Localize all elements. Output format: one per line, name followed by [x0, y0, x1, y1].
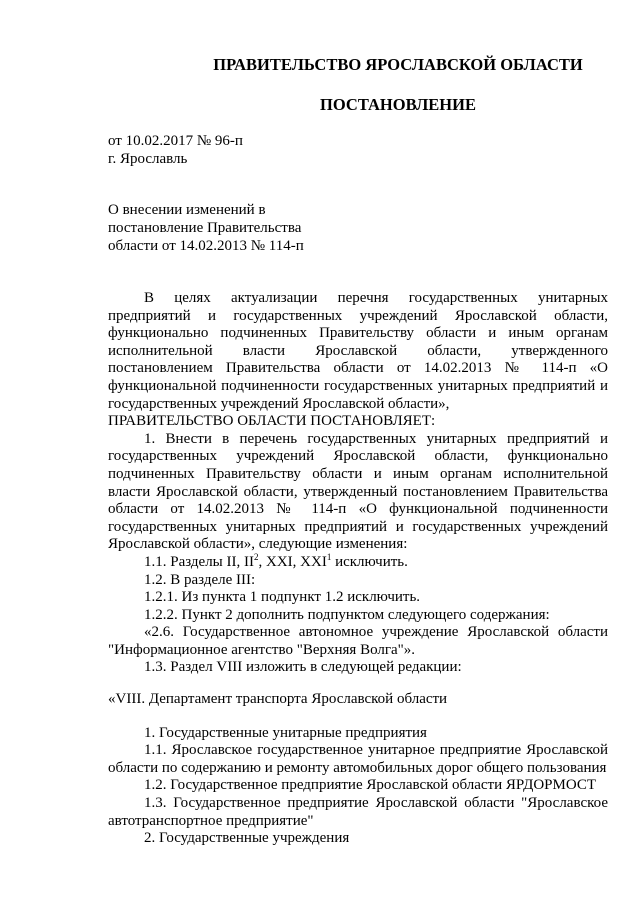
subject-line: области от 14.02.2013 № 114-п — [108, 238, 304, 254]
resolves-line: ПРАВИТЕЛЬСТВО ОБЛАСТИ ПОСТАНОВЛЯЕТ: — [108, 413, 436, 430]
document-type-heading: ПОСТАНОВЛЕНИЕ — [320, 95, 476, 114]
section-item-2: 2. Государственные учреждения — [144, 830, 350, 847]
preamble-paragraph: В целях актуализации перечня государственных унитарных предприятий и государственных учреждений Ярославской области, функционально подчиненных Правительству области и иным органам исполнительной власти Ярославской области, утвержденного постановлением Правительства области от 14.02.2013 № 114-п «О функциональной подчиненности государственных унитарных предприятий и государственных учреждений Ярославской области», — [108, 290, 608, 412]
item-1-1: 1.1. Разделы II, $II^2$, XXI, XXI$^1$ исключить. — [144, 551, 408, 570]
section-title: «VIII. Департамент транспорта Ярославской области — [108, 691, 448, 708]
item-1-2: 1.2. В разделе III: — [144, 571, 256, 588]
document-city: г. Ярославль — [108, 151, 188, 167]
section-item-1-1: 1.1. Ярославское государственное унитарное предприятие Ярославской области по содержанию и ремонту автомобильных дорог общего пользования — [108, 742, 608, 776]
section-item-1-2: 1.2. Государственное предприятие Ярославской области ЯРДОРМОСТ — [144, 777, 597, 794]
document-body — [108, 290, 608, 848]
item-2-6: «2.6. Государственное автономное учреждение Ярославской области "Информационное агентство "Верхняя Волга"». — [108, 624, 608, 658]
government-heading: ПРАВИТЕЛЬСТВО ЯРОСЛАВСКОЙ ОБЛАСТИ — [213, 55, 583, 74]
section-item-1-3: 1.3. Государственное предприятие Ярославской области "Ярославское автотранспортное предприятие" — [108, 795, 608, 829]
subject-line: постановление Правительства — [108, 220, 302, 236]
item-1-3: 1.3. Раздел VIII изложить в следующей редакции: — [144, 659, 462, 676]
item-1: 1. Внести в перечень государственных унитарных предприятий и государственных учреждений Ярославской области, функционально подчиненных Правительству области и иным органам исполнительной власти Ярославской области, утвержденный постановлением Правительства области от 14.02.2013 № 114-п «О функциональной подчиненности государственных унитарных предприятий и государственных учреждений Ярославской области», следующие изменения: — [108, 430, 608, 553]
section-item-1: 1. Государственные унитарные предприятия — [144, 724, 427, 741]
item-1-2-1: 1.2.1. Из пункта 1 подпункт 1.2 исключить. — [144, 589, 421, 606]
document-date-number: от 10.02.2017 № 96-п — [108, 133, 243, 149]
subject-line: О внесении изменений в — [108, 202, 266, 218]
document-subject — [108, 201, 368, 255]
item-1-2-2: 1.2.2. Пункт 2 дополнить подпунктом следующего содержания: — [144, 606, 550, 623]
